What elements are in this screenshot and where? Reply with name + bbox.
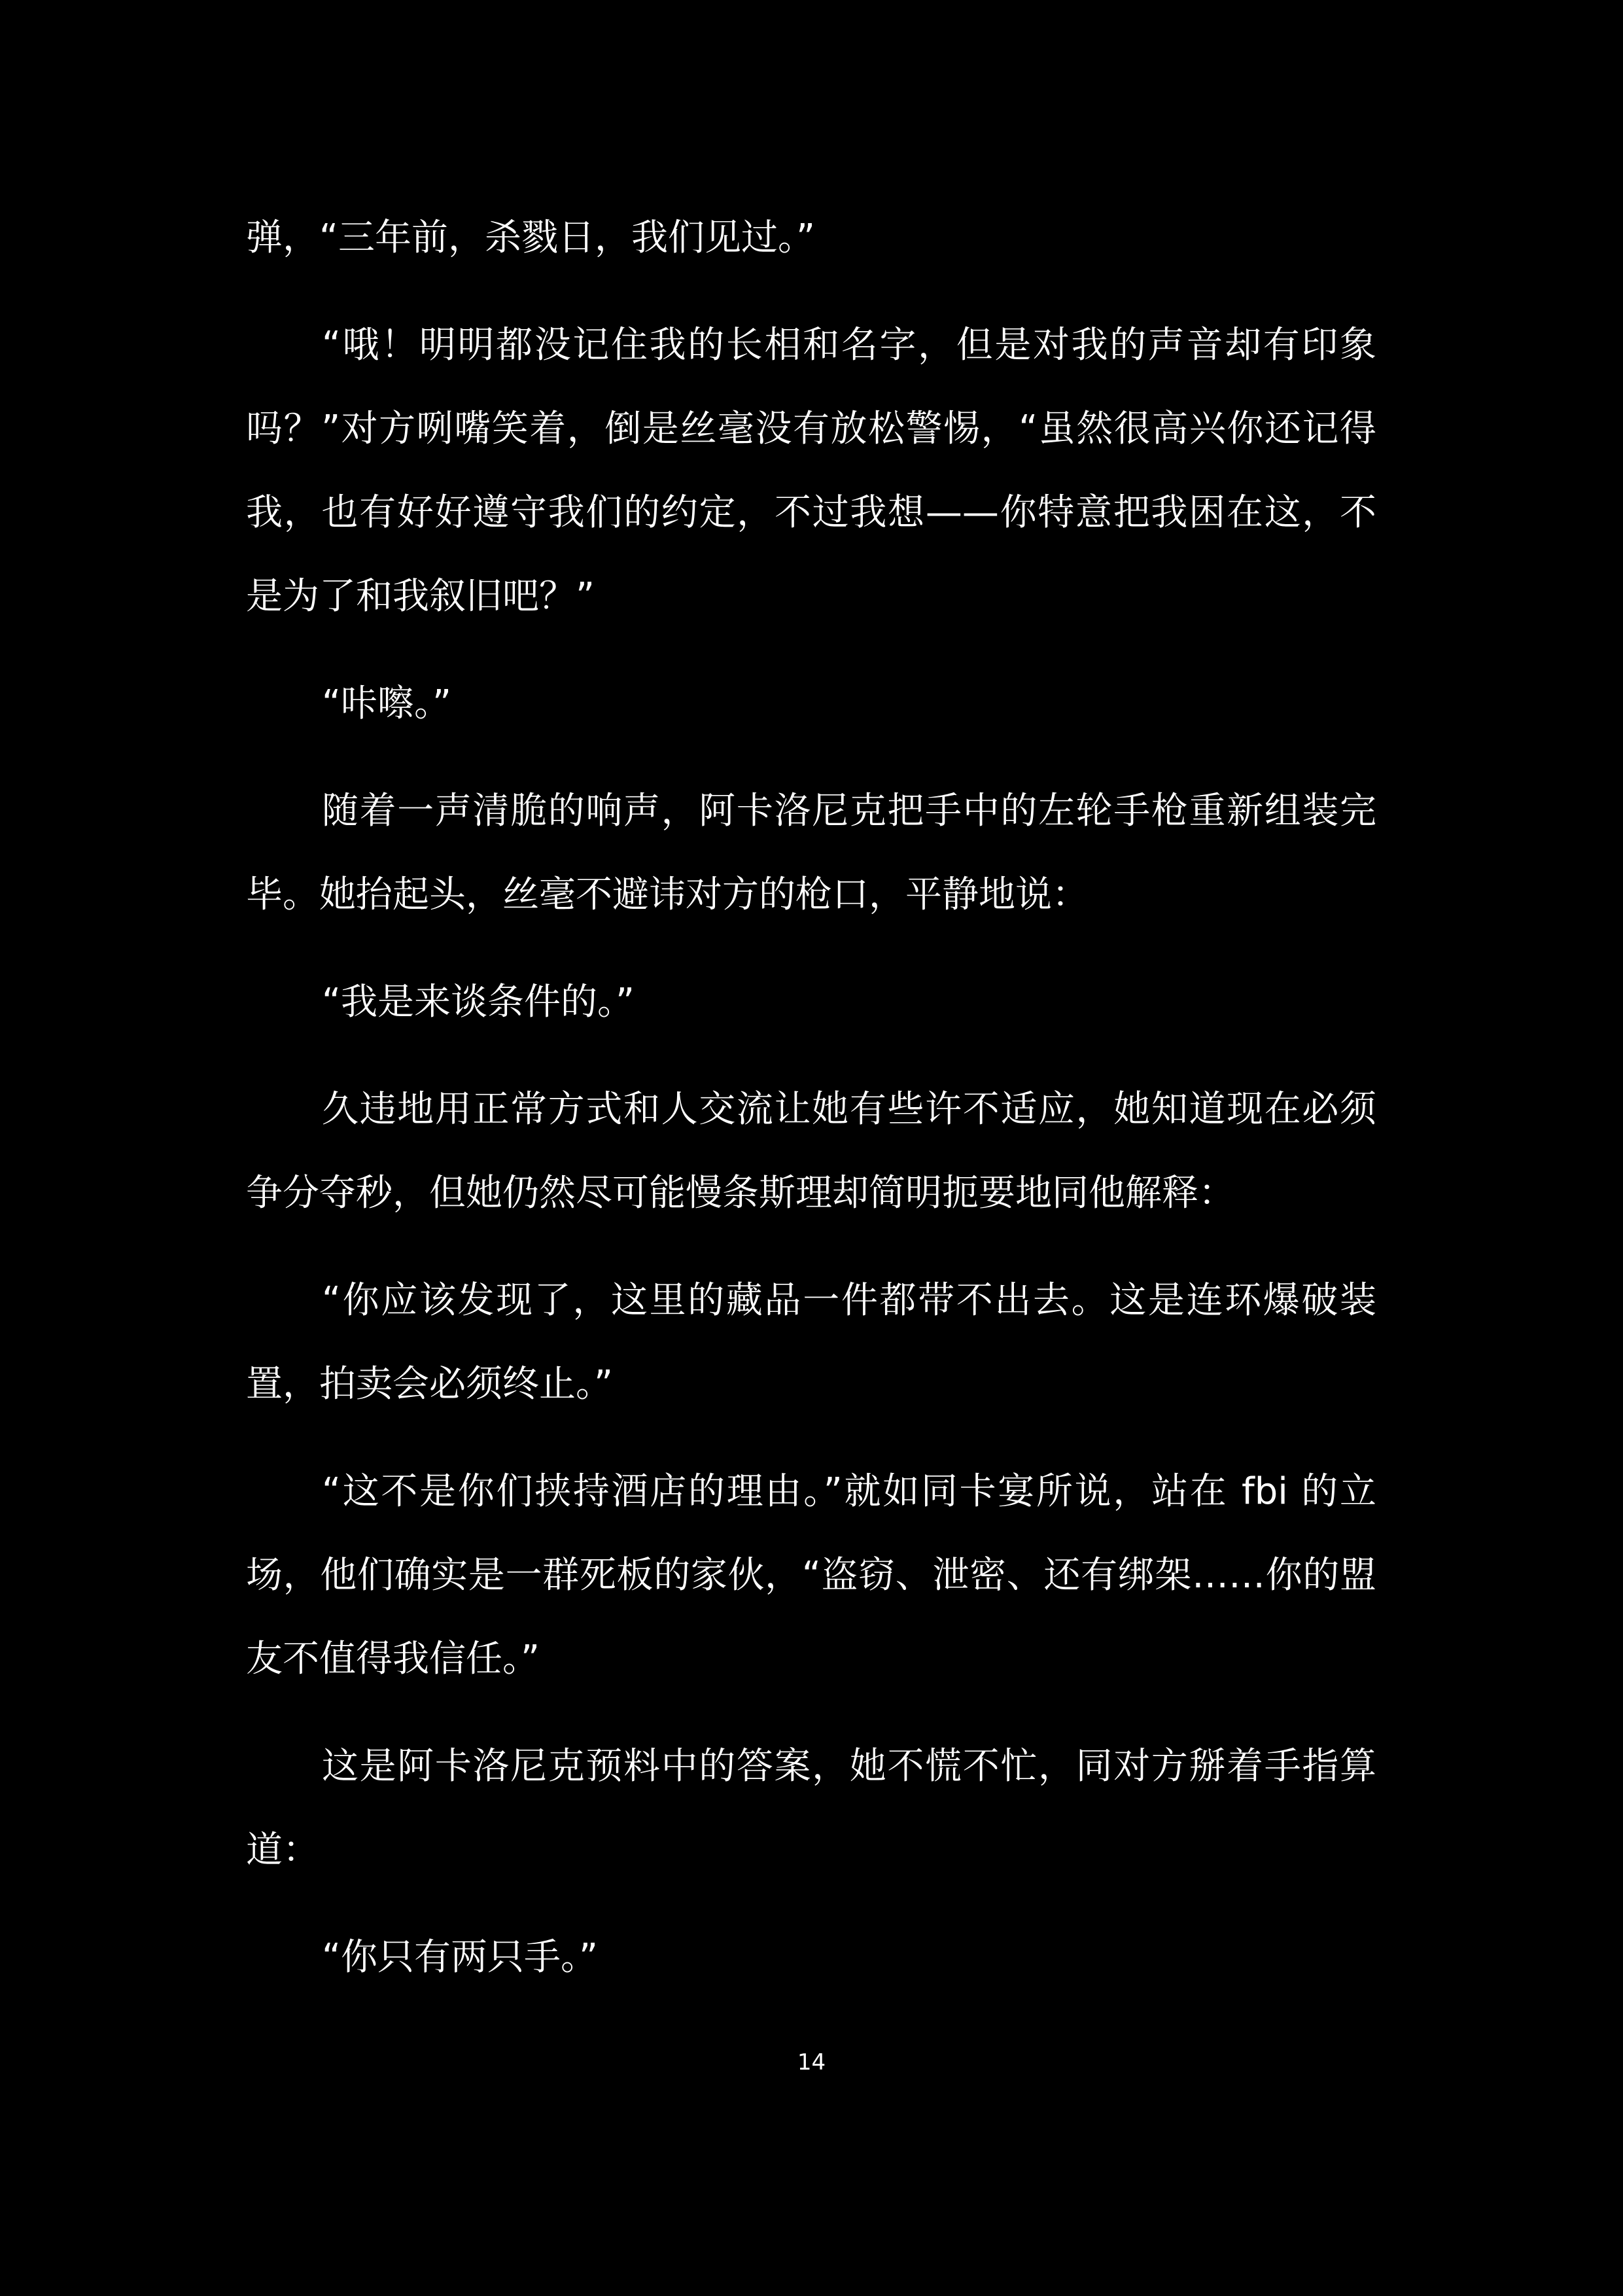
page-number: 14 xyxy=(797,2049,826,2075)
paragraph: “哦！明明都没记住我的长相和名字，但是对我的声音却有印象吗？”对方咧嘴笑着，倒是丝毫没有放松警惕，“虽然很高兴你还记得我，也有好好遵守我们的约定，不过我想——你特意把我困在这，不是为了和我叙旧吧？” xyxy=(246,324,1376,618)
paragraph: “我是来谈条件的。” xyxy=(322,981,635,1023)
paragraph: 这是阿卡洛尼克预料中的答案，她不慌不忙，同对方掰着手指算道： xyxy=(246,1745,1376,1871)
body-text xyxy=(246,196,1376,2023)
paragraph: 随着一声清脆的响声，阿卡洛尼克把手中的左轮手枪重新组装完毕。她抬起头，丝毫不避讳对方的枪口，平静地说： xyxy=(246,790,1376,916)
paragraph: 弹，“三年前，杀戮日，我们见过。” xyxy=(246,217,816,259)
paragraph: “你只有两只手。” xyxy=(322,1936,599,1979)
paragraph: “这不是你们挟持酒店的理由。”就如同卡宴所说，站在 fbi 的立场，他们确实是一群死板的家伙，“盗窃、泄密、还有绑架……你的盟友不值得我信任。” xyxy=(246,1470,1376,1680)
paragraph: 久违地用正常方式和人交流让她有些许不适应，她知道现在必须争分夺秒，但她仍然尽可能慢条斯理却简明扼要地同他解释： xyxy=(246,1088,1376,1214)
paragraph: “咔嚓。” xyxy=(322,682,452,725)
paragraph: “你应该发现了，这里的藏品一件都带不出去。这是连环爆破装置，拍卖会必须终止。” xyxy=(246,1279,1376,1405)
